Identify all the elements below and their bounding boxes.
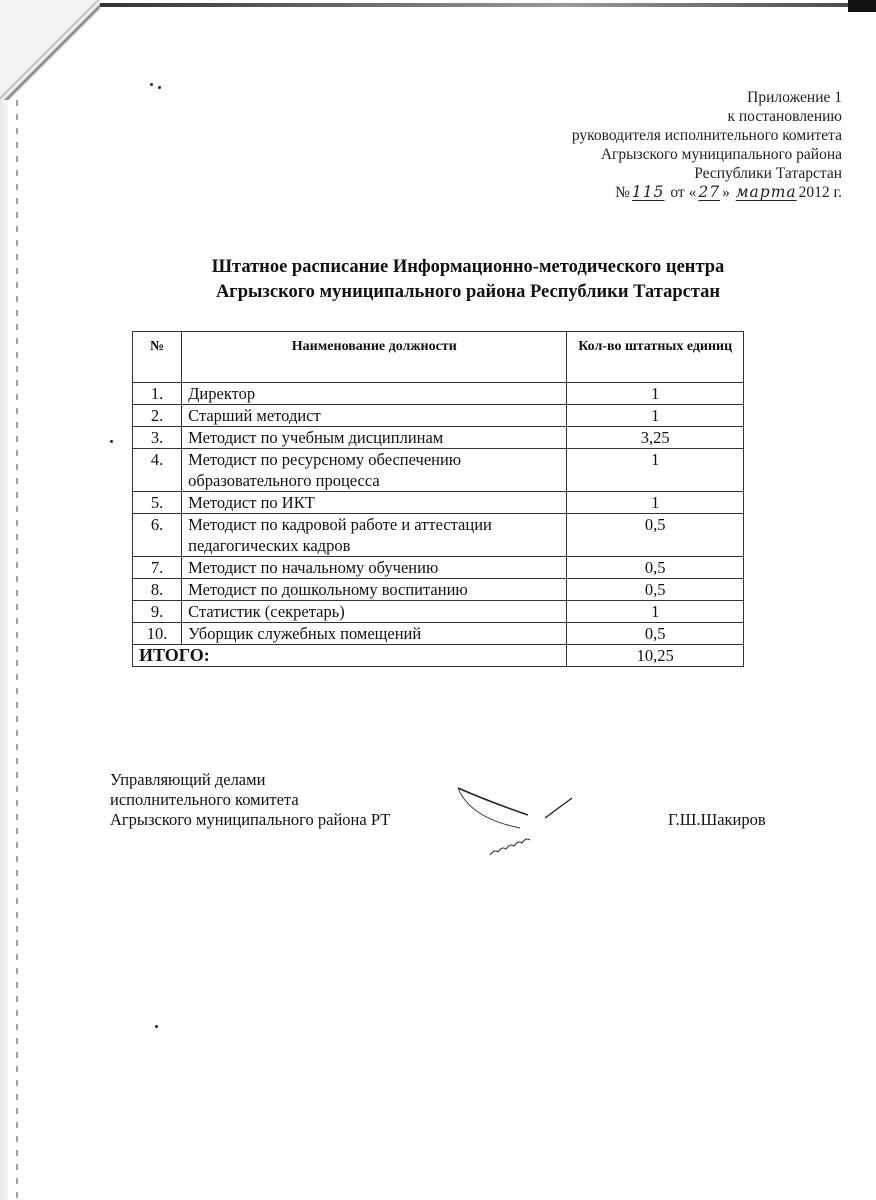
scan-edge bbox=[0, 0, 8, 1200]
row-quantity: 0,5 bbox=[567, 623, 744, 645]
row-position: Методист по ресурсному обеспечению образовательного процесса bbox=[182, 449, 567, 492]
signatory-name: Г.Ш.Шакиров bbox=[668, 810, 766, 829]
row-quantity: 3,25 bbox=[567, 427, 744, 449]
scan-artifact-line bbox=[16, 100, 18, 1200]
scan-speck bbox=[150, 83, 153, 86]
table-row bbox=[133, 601, 744, 623]
title-line-2: Агрызского муниципального района Республики Татарстан bbox=[215, 282, 721, 302]
total-value: 10,25 bbox=[567, 645, 744, 667]
table-row bbox=[133, 405, 744, 427]
approval-line: руководителя исполнительного комитета bbox=[571, 127, 842, 144]
row-num: 1. bbox=[133, 383, 182, 405]
from-label: от bbox=[670, 184, 685, 201]
approval-block bbox=[572, 88, 842, 202]
row-position: Методист по учебным дисциплинам bbox=[182, 427, 567, 449]
row-position: Директор bbox=[182, 383, 567, 405]
table-row bbox=[133, 427, 744, 449]
quote-close: » bbox=[722, 184, 730, 201]
approval-date-line bbox=[572, 183, 842, 202]
header-position: Наименование должности bbox=[182, 332, 567, 383]
row-position: Методист по дошкольному воспитанию bbox=[182, 579, 567, 601]
table-row bbox=[133, 383, 744, 405]
table-row bbox=[133, 449, 744, 492]
table-row bbox=[133, 492, 744, 514]
total-row bbox=[133, 645, 744, 667]
row-position: Методист по ИКТ bbox=[182, 492, 567, 514]
decree-number: 115 bbox=[631, 183, 665, 201]
approval-line: Агрызского муниципального района bbox=[600, 146, 842, 163]
position-line: Агрызского муниципального района РТ bbox=[110, 810, 391, 829]
scan-speck bbox=[158, 86, 161, 89]
signatory-position bbox=[110, 770, 390, 830]
scan-speck bbox=[155, 1025, 158, 1028]
decree-month: марта bbox=[735, 183, 797, 201]
row-quantity: 1 bbox=[567, 405, 744, 427]
row-quantity: 0,5 bbox=[567, 514, 744, 557]
row-num: 10. bbox=[133, 623, 182, 645]
table-row bbox=[133, 623, 744, 645]
table-row bbox=[133, 579, 744, 601]
row-quantity: 1 bbox=[567, 449, 744, 492]
scan-speck bbox=[110, 440, 113, 443]
row-position: Старший методист bbox=[182, 405, 567, 427]
row-num: 2. bbox=[133, 405, 182, 427]
staff-table bbox=[132, 331, 744, 667]
row-quantity: 0,5 bbox=[567, 579, 744, 601]
document-title bbox=[130, 255, 806, 305]
quote-open: « bbox=[688, 184, 697, 201]
folded-corner bbox=[0, 0, 100, 100]
row-num: 7. bbox=[133, 557, 182, 579]
table-row bbox=[133, 514, 744, 557]
total-label: ИТОГО: bbox=[133, 645, 567, 667]
row-num: 8. bbox=[133, 579, 182, 601]
decree-year: 2012 г. bbox=[798, 184, 842, 201]
table-row bbox=[133, 557, 744, 579]
scan-corner-shadow bbox=[848, 0, 876, 12]
position-line: исполнительного комитета bbox=[110, 790, 299, 809]
row-num: 4. bbox=[133, 449, 182, 492]
row-position: Статистик (секретарь) bbox=[182, 601, 567, 623]
header-num: № bbox=[133, 332, 182, 383]
handwritten-signature-icon bbox=[450, 780, 590, 860]
approval-line: к постановлению bbox=[727, 108, 842, 125]
row-num: 3. bbox=[133, 427, 182, 449]
position-line: Управляющий делами bbox=[110, 770, 266, 789]
scan-top-edge bbox=[100, 3, 876, 7]
row-position: Методист по начальному обучению bbox=[182, 557, 567, 579]
title-line-1: Штатное расписание Информационно-методического центра bbox=[211, 257, 725, 277]
row-num: 5. bbox=[133, 492, 182, 514]
number-sign: № bbox=[615, 184, 630, 201]
table-header-row bbox=[133, 332, 744, 383]
approval-line: Приложение 1 bbox=[747, 89, 842, 106]
header-quantity: Кол-во штатных единиц bbox=[567, 332, 744, 383]
row-quantity: 1 bbox=[567, 383, 744, 405]
row-num: 6. bbox=[133, 514, 182, 557]
row-num: 9. bbox=[133, 601, 182, 623]
row-quantity: 1 bbox=[567, 492, 744, 514]
row-position: Методист по кадровой работе и аттестации педагогических кадров bbox=[182, 514, 567, 557]
row-position: Уборщик служебных помещений bbox=[182, 623, 567, 645]
row-quantity: 0,5 bbox=[567, 557, 744, 579]
approval-line: Республики Татарстан bbox=[694, 165, 842, 182]
row-quantity: 1 bbox=[567, 601, 744, 623]
decree-day: 27 bbox=[698, 183, 721, 201]
